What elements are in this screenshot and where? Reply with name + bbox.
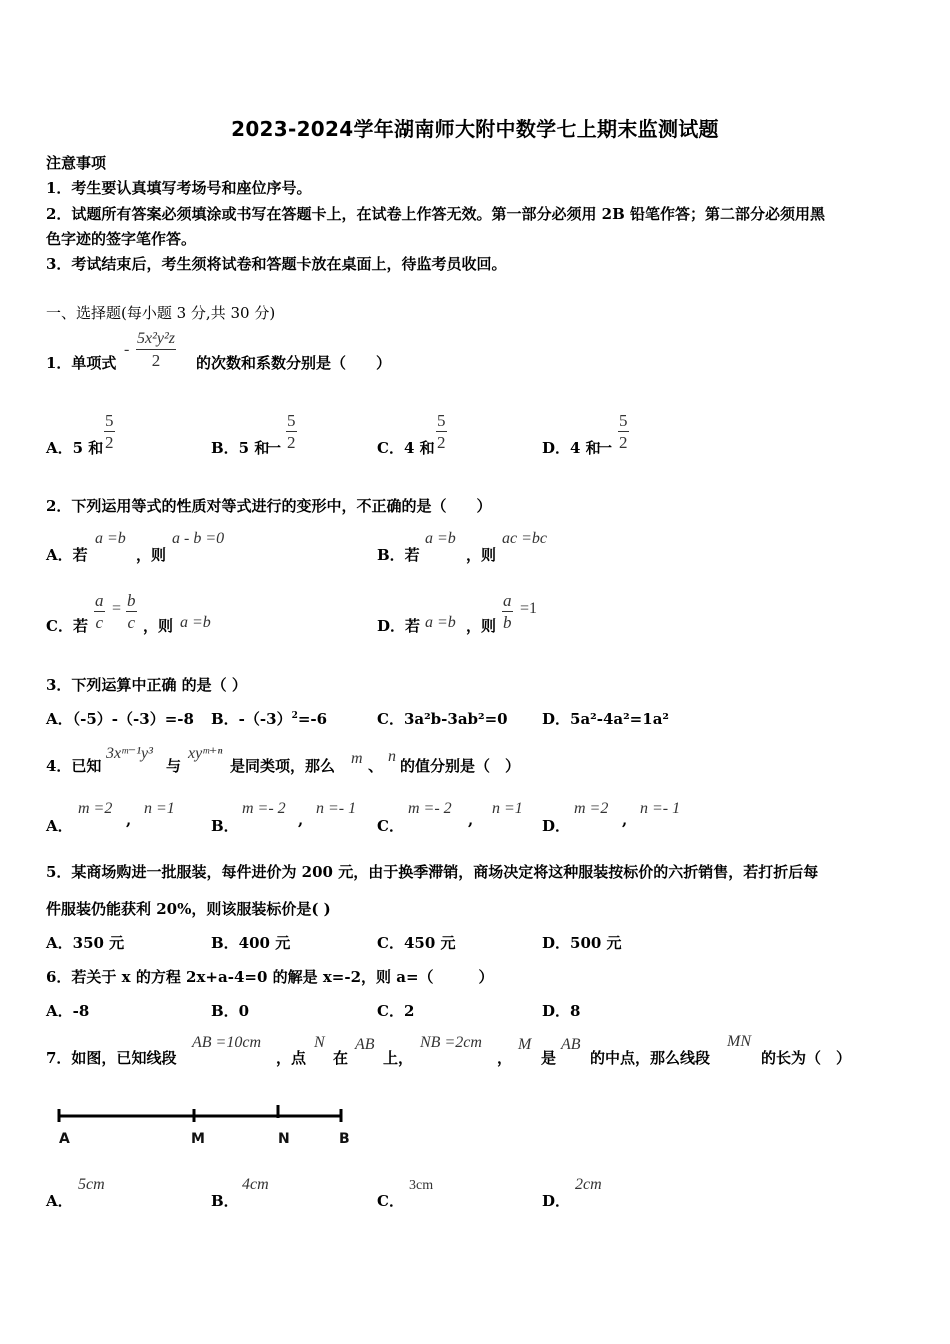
q4-stem-a: 4．已知 (46, 757, 102, 775)
q7-seg-ab: AB (355, 1036, 375, 1053)
q4-var-n: n (388, 748, 396, 765)
q2-option-c-frac1 (94, 590, 105, 633)
q1-option-c-frac (436, 410, 447, 453)
q4-var-m: m (351, 750, 363, 767)
notice-heading: 注意事项 (46, 154, 107, 172)
q7-option-d-label: D． (542, 1192, 571, 1210)
q2-option-c-label: C．若 (46, 617, 88, 635)
q2-c-den1: c (95, 613, 104, 632)
q7-stem-1: 7．如图，已知线段 (46, 1049, 177, 1067)
q1-option-b-den: 2 (287, 433, 296, 452)
q3-b-post: =-6 (297, 710, 328, 728)
q1-option-b-frac (286, 410, 297, 453)
q7-option-b-label: B． (211, 1192, 239, 1210)
q2-option-d-then: ，则 (466, 617, 497, 635)
q6-stem: 6．若关于 x 的方程 2x+a-4=0 的解是 x=-2，则 a=（ ） (46, 968, 494, 986)
q7-option-d-value: 2cm (575, 1176, 602, 1193)
q6-option-c: C．2 (377, 1002, 415, 1020)
q2-option-a-label: A．若 (46, 546, 88, 564)
q5-option-b: B．400 元 (211, 934, 291, 952)
q1-option-d-den: 2 (619, 433, 628, 452)
q1-option-d-sign: 一 (597, 439, 613, 457)
q2-c-num2: b (127, 591, 136, 610)
q2-option-c-eq: = (112, 600, 122, 617)
q2-c-den2: c (127, 613, 136, 632)
q7-expr-ab: AB =10cm (192, 1034, 261, 1051)
q1-option-a-num: 5 (105, 411, 114, 430)
q3-option-a: A．（-5）-（-3）=-8 (46, 710, 194, 728)
label-b: B (339, 1131, 350, 1147)
q4-option-b-v2: n =- 1 (316, 800, 357, 817)
q4-option-d-comma: , (622, 811, 628, 829)
q3-b-sup: 2 (291, 711, 298, 721)
q4-stem-c: 的值分别是（ ） (400, 757, 521, 775)
q1-option-a-label: A．5 和 (46, 439, 104, 457)
q4-option-d-label: D． (542, 817, 571, 835)
q1-stem-b: 的次数和系数分别是（ ） (196, 354, 392, 372)
q4-stem-b: 是同类项，那么 (230, 757, 336, 775)
q3-b-pre: B．-（-3） (211, 710, 292, 728)
q4-option-a-v2: n =1 (144, 800, 175, 817)
q7-option-c-label: C． (377, 1192, 404, 1210)
q2-option-c-result: a =b (180, 614, 211, 631)
notice-item-1: 1．考生要认真填写考场号和座位序号。 (46, 179, 312, 197)
q4-option-c-label: C． (377, 817, 404, 835)
q3-option-b (211, 708, 327, 729)
q6-option-a: A．-8 (46, 1002, 90, 1020)
q7-stem-4: 上， (383, 1049, 414, 1067)
label-m: M (191, 1131, 205, 1147)
section-heading: 一、选择题(每小题 3 分,共 30 分) (46, 304, 276, 322)
q2-option-b-label: B．若 (377, 546, 420, 564)
q4-option-c-comma: , (468, 811, 474, 829)
q4-option-c-v1: m =- 2 (408, 800, 452, 817)
page-title: 2023-2024学年湖南师大附中数学七上期末监测试题 (231, 117, 719, 141)
q2-option-b-result: ac =bc (502, 530, 547, 547)
q1-option-b-sign: 一 (266, 439, 282, 457)
q2-option-a-then: ，则 (136, 546, 167, 564)
q2-option-a-result: a - b =0 (172, 530, 225, 547)
q2-d-den: b (503, 613, 512, 632)
q2-option-c-then: ，则 (143, 617, 174, 635)
q1-option-c-label: C．4 和 (377, 439, 435, 457)
notice-item-2: 2．试题所有答案必须填涂或书写在答题卡上，在试卷上作答无效。第一部分必须用 2B 铅笔作答；第二部分必须用黑 (46, 205, 826, 223)
q7-stem-6: 是 (541, 1049, 557, 1067)
q2-option-b-cond: a =b (425, 530, 456, 547)
q1-option-b-num: 5 (287, 411, 296, 430)
q5-option-c: C．450 元 (377, 934, 456, 952)
q2-d-num: a (503, 591, 512, 610)
q7-option-a-value: 5cm (78, 1176, 105, 1193)
q7-option-b-value: 4cm (242, 1176, 269, 1193)
q1-frac-num: 5x²y²z (136, 328, 176, 350)
q6-option-d: D．8 (542, 1002, 581, 1020)
q4-option-b-comma: , (298, 811, 304, 829)
q2-option-a-cond: a =b (95, 530, 126, 547)
q1-fraction (136, 328, 176, 371)
q4-option-a-comma: , (126, 811, 132, 829)
q5-stem-line1: 5．某商场购进一批服装，每件进价为 200 元，由于换季滞销，商场决定将这种服装按标价的六折销售，若打折后每 (46, 863, 819, 881)
q1-option-c-num: 5 (437, 411, 446, 430)
q7-stem-2: ，点 (276, 1049, 307, 1067)
q7-stem-5: ， (497, 1049, 513, 1067)
q2-option-c-frac2 (126, 590, 137, 633)
q2-stem: 2．下列运用等式的性质对等式进行的变形中，不正确的是（ ） (46, 497, 492, 515)
q4-sep: 、 (368, 757, 384, 775)
q4-option-a-v1: m =2 (78, 800, 113, 817)
q4-option-b-label: B． (211, 817, 239, 835)
q4-option-d-v2: n =- 1 (640, 800, 681, 817)
q1-option-c-den: 2 (437, 433, 446, 452)
q7-stem-7: 的中点，那么线段 (590, 1049, 711, 1067)
q7-point-n: N (314, 1034, 325, 1051)
q1-option-a-den: 2 (105, 433, 114, 452)
q5-option-a: A．350 元 (46, 934, 125, 952)
q4-with: 与 (166, 757, 182, 775)
q2-c-num1: a (95, 591, 104, 610)
q3-stem: 3．下列运算中正确 的是（ ） (46, 676, 247, 694)
q4-expr2: xyᵐ⁺ⁿ (188, 745, 223, 762)
q1-stem-a: 1．单项式 (46, 354, 117, 372)
q2-option-d-label: D．若 (377, 617, 421, 635)
q7-seg-mn: MN (727, 1033, 751, 1050)
q3-option-d: D．5a²-4a²=1a² (542, 710, 669, 728)
notice-item-3: 3．考试结束后，考生须将试卷和答题卡放在桌面上，待监考员收回。 (46, 255, 507, 273)
q1-option-d-num: 5 (619, 411, 628, 430)
q4-option-a-label: A． (46, 817, 73, 835)
label-a: A (59, 1131, 70, 1147)
q2-option-d-result: =1 (520, 600, 538, 617)
label-n: N (278, 1131, 290, 1147)
q7-expr-nb: NB =2cm (420, 1034, 482, 1051)
q2-option-d-cond: a =b (425, 614, 456, 631)
q1-option-d-label: D．4 和 (542, 439, 601, 457)
q4-option-d-v1: m =2 (574, 800, 609, 817)
q5-stem-line2: 件服装仍能获利 20%，则该服装标价是( ) (46, 900, 331, 918)
q4-option-b-v1: m =- 2 (242, 800, 286, 817)
q2-option-d-frac (502, 590, 513, 633)
q7-point-m: M (518, 1036, 532, 1053)
q7-seg-ab-2: AB (561, 1036, 581, 1053)
q3-option-c: C．3a²b-3ab²=0 (377, 710, 508, 728)
q6-option-b: B．0 (211, 1002, 250, 1020)
q4-option-c-v2: n =1 (492, 800, 523, 817)
q5-option-d: D．500 元 (542, 934, 622, 952)
q7-option-c-value: 3cm (409, 1178, 434, 1193)
q2-option-b-then: ，则 (466, 546, 497, 564)
notice-item-2-cont: 色字迹的签字笔作答。 (46, 230, 197, 248)
q1-frac-den: 2 (151, 351, 161, 370)
q1-option-a-frac (104, 410, 115, 453)
q1-option-b-label: B．5 和 (211, 439, 270, 457)
q7-stem-3: 在 (333, 1049, 349, 1067)
q4-expr1: 3xᵐ⁻¹y³ (106, 745, 153, 762)
q7-option-a-label: A． (46, 1192, 73, 1210)
q1-minus: - (124, 341, 130, 358)
q1-option-d-frac (618, 410, 629, 453)
q7-stem-8: 的长为（ ） (761, 1049, 852, 1067)
q7-segment-figure (50, 1100, 360, 1152)
